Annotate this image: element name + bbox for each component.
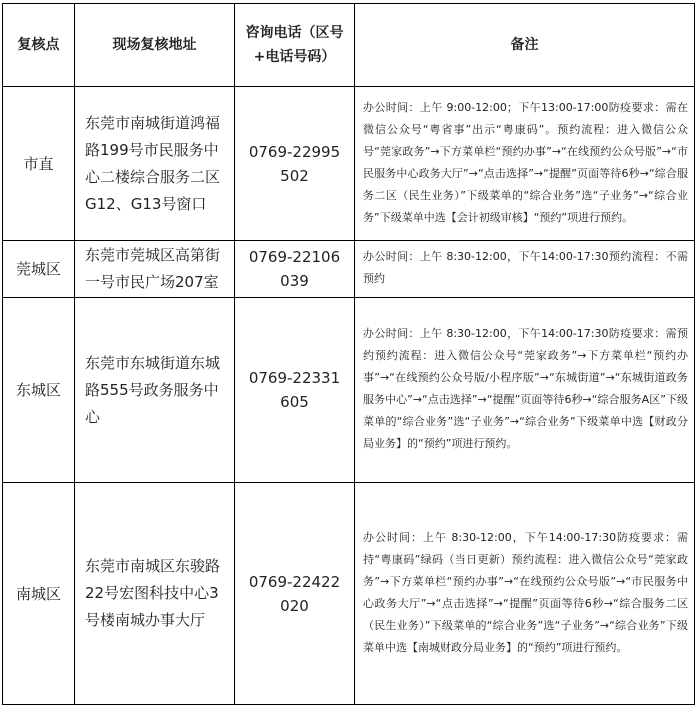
phone-cell: 0769-22106039: [235, 241, 355, 298]
note-cell: 办公时间：上午 8:30-12:00，下午14:00-17:30防疫要求：需预约预约流程：进入微信公众号“莞家政务”→下方菜单栏“预约办事”→“在线预约公众号版/小程序版”→“东城街道”→“东城街道政务服务中心”→“点击选择”→“提醒”页面等待6秒→“综合服务A区”下级菜单的“综合业务”选“子业务”→“综合业务”下级菜单中选【财政分局业务】的“预约”项进行预约。: [355, 298, 695, 483]
note-cell: 办公时间：上午 8:30-12:00，下午14:00-17:30预约流程：不需预约: [355, 241, 695, 298]
table-row: [3, 87, 695, 241]
header-phone: 咨询电话（区号+电话号码）: [235, 4, 355, 87]
address-cell: 东莞市莞城区高第街一号市民广场207室: [75, 241, 235, 298]
note-cell: 办公时间：上午 8:30-12:00，下午14:00-17:30防疫要求：需持“粤康码”绿码（当日更新）预约流程：进入微信公众号“莞家政务”→下方菜单栏“预约办事”→“在线预约公众号版”→“市民服务中心政务大厅”→“点击选择”→“提醒”页面等待6秒→“综合服务二区（民生业务）”下级菜单的“综合业务”选“子业务”→“综合业务”下级菜单中选【南城财政分局业务】的“预约”项进行预约。: [355, 483, 695, 705]
note-cell: 办公时间：上午 9:00-12:00；下午13:00-17:00防疫要求：需在微信公众号“粤省事”出示“粤康码”。预约流程：进入微信公众号“莞家政务”→下方菜单栏“预约办事”→“在线预约公众号版”→“市民服务中心政务大厅”→“点击选择”→“提醒”页面等待6秒→“综合服务二区（民生业务）”下级菜单的“综合业务”选“子业务”→“综合业务”下级菜单中选【会计初级审核】“预约”项进行预约。: [355, 87, 695, 241]
phone-cell: 0769-22422020: [235, 483, 355, 705]
review-point-cell: 市直: [3, 87, 75, 241]
review-point-cell: 东城区: [3, 298, 75, 483]
address-cell: 东莞市南城街道鸿福路199号市民服务中心二楼综合服务二区G12、G13号窗口: [75, 87, 235, 241]
review-point-cell: 南城区: [3, 483, 75, 705]
table-header-row: [3, 4, 695, 87]
table-row: [3, 483, 695, 705]
phone-cell: 0769-22995502: [235, 87, 355, 241]
review-point-cell: 莞城区: [3, 241, 75, 298]
header-note: 备注: [355, 4, 695, 87]
header-point: 复核点: [3, 4, 75, 87]
header-address: 现场复核地址: [75, 4, 235, 87]
address-cell: 东莞市南城区东骏路22号宏图科技中心3号楼南城办事大厅: [75, 483, 235, 705]
address-cell: 东莞市东城街道东城路555号政务服务中心: [75, 298, 235, 483]
table-row: [3, 298, 695, 483]
review-points-table: [2, 3, 695, 705]
table-row: [3, 241, 695, 298]
phone-cell: 0769-22331605: [235, 298, 355, 483]
